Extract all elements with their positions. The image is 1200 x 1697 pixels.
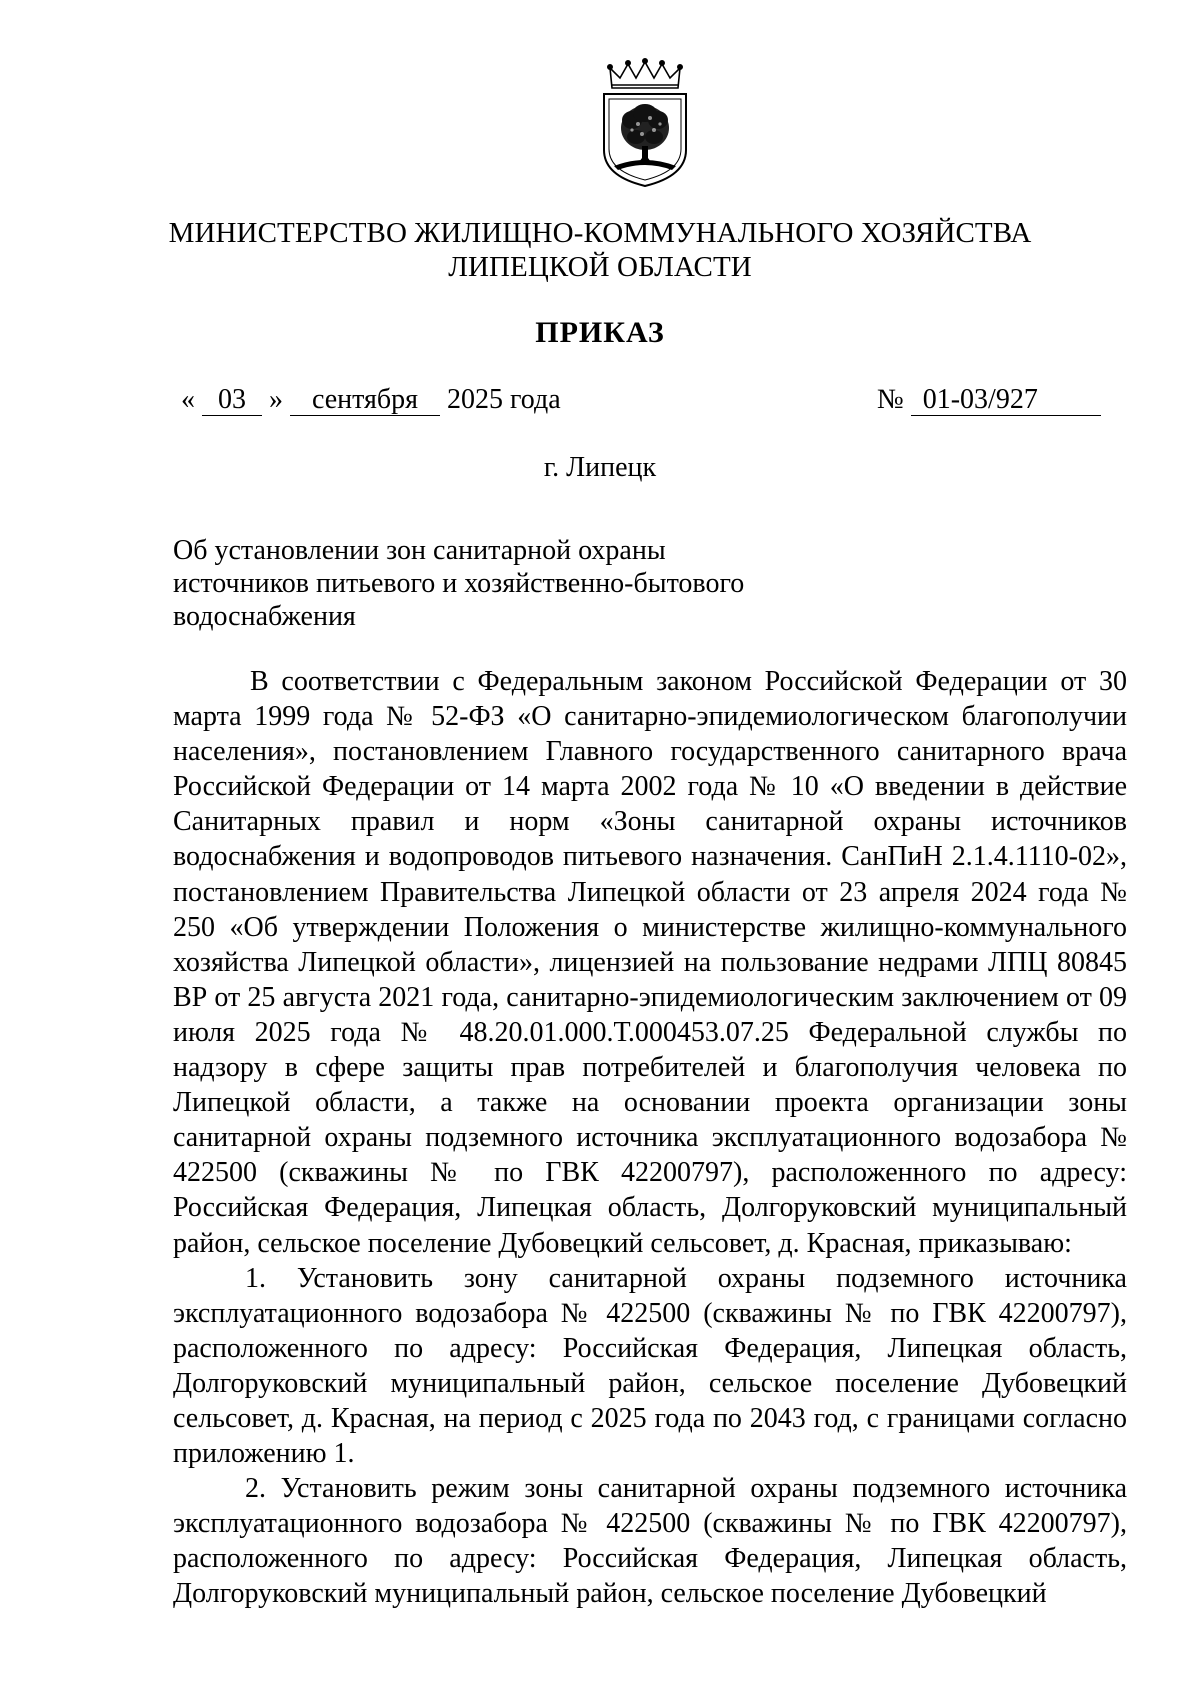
- order-item-2: 2. Установить режим зоны санитарной охраны подземного источника эксплуатационного водозабора № 422500 (скважины № по ГВК 42200797), расположенного по адресу: Российская Федерация, Липецкая область, Долгоруковский муниципальный район, сельское поселение Дубовецкий: [173, 1473, 1127, 1610]
- order-subject: [173, 534, 744, 633]
- date-day: 03: [202, 385, 262, 416]
- preamble-paragraph: В соответствии с Федеральным законом Российской Федерации от 30 марта 1999 года № 52-ФЗ «О санитарно-эпидемиологическом благополучии населения», постановлением Главного государственного санитарного врача Российской Федерации от 14 марта 2002 года № 10 «О введении в действие Санитарных правил и норм «Зоны санитарной охраны источников водоснабжения и водопроводов питьевого назначения. СанПиН 2.1.4.1110-02», постановлением Правительства Липецкой области от 23 апреля 2024 года № 250 «Об утверждении Положения о министерстве жилищно-коммунального хозяйства Липецкой области», лицензией на пользование недрами ЛПЦ 80845 ВР от 25 августа 2021 года, санитарно-эпидемиологическим заключением от 09 июля 2025 года № 48.20.01.000.Т.000453.07.25 Федеральной службы по надзору в сфере защиты прав потребителей и благополучия человека по Липецкой области, а также на основании проекта организации зоны санитарной охраны подземного источника эксплуатационного водозабора № 422500 (скважины № по ГВК 42200797), расположенного по адресу: Российская Федерация, Липецкая область, Долгоруковский муниципальный район, сельское поселение Дубовецкий сельсовет, д. Красная, приказываю:: [173, 666, 1127, 1259]
- coat-of-arms-emblem: [590, 58, 700, 188]
- number-value: 01-03/927: [911, 385, 1101, 416]
- subject-line: Об установлении зон санитарной охраны: [173, 535, 666, 566]
- date-year: 2025 года: [447, 384, 561, 415]
- date-open-quote: «: [181, 384, 195, 415]
- order-item-1: 1. Установить зону санитарной охраны подземного источника эксплуатационного водозабора № 422500 (скважины № по ГВК 42200797), расположенного по адресу: Российская Федерация, Липецкая область, Долгоруковский муниципальный район, сельское поселение Дубовецкий сельсовет, д. Красная, на период с 2025 года по 2043 год, с границами согласно приложению 1.: [173, 1262, 1127, 1470]
- subject-line: водоснабжения: [173, 601, 356, 632]
- date-close-quote: »: [269, 384, 283, 415]
- order-date: [181, 383, 561, 417]
- date-month: сентября: [290, 385, 440, 416]
- ministry-name-line-1: МИНИСТЕРСТВО ЖИЛИЩНО-КОММУНАЛЬНОГО ХОЗЯЙСТВА: [168, 217, 1032, 249]
- document-type-title: ПРИКАЗ: [535, 316, 665, 349]
- order-number: [877, 383, 1101, 417]
- city-label: г. Липецк: [543, 452, 657, 483]
- number-sign: №: [877, 384, 904, 415]
- order-body: [173, 664, 1127, 1612]
- subject-line: источников питьевого и хозяйственно-бытового: [173, 568, 745, 599]
- ministry-name-line-2: ЛИПЕЦКОЙ ОБЛАСТИ: [448, 251, 752, 283]
